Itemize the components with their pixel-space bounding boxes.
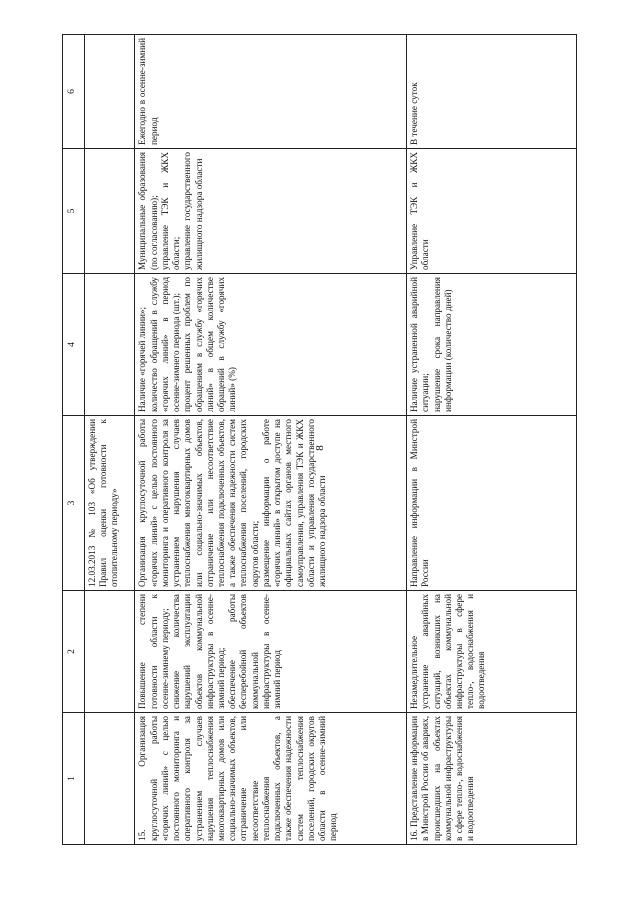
- table-row: [135, 35, 407, 845]
- column-header: 3: [63, 416, 85, 591]
- table-cell: [84, 713, 135, 845]
- cell-text: Организация круглосуточной работы «горячих линий» с целью постоянного мониторинга и оперативного контроля за устранением нарушения случаев теплоснабжения многоквартирных домов или социально-значимых объектов, отграничение или несоответствие теплоснабжения подключенных объектов, а также обеспечения надежности систем теплоснабжения поселений, городских округов области; размещение информации о работе «горячих линий» в открытом доступе на официальных сайтах органов местного самоуправления, управления ТЭК и ЖКХ области и управления государственного жилищного надзора области: [137, 419, 327, 587]
- table-cell: [84, 591, 135, 713]
- table-cell: [84, 149, 135, 274]
- table-cell: [135, 416, 407, 591]
- measures-table: [62, 34, 577, 845]
- column-header: 6: [63, 35, 85, 149]
- cell-text: Повышение степени готовности области к осенне-зимнему периоду; снижение количества нарушений эксплуатации объектов коммунальной инфраструктуры в осенне-зимний период; обеспечение работы бесперебойной объектов коммунальной инфраструктуры в осенне-зимний период: [137, 594, 283, 709]
- table-cell: [135, 591, 407, 713]
- cell-text: В течение суток: [409, 82, 420, 145]
- table-cell: [407, 591, 577, 713]
- column-header: 4: [63, 274, 85, 416]
- cell-text: Направление информации в Минстрой России: [409, 419, 431, 587]
- header-row: [63, 35, 85, 845]
- column-header: 2: [63, 591, 85, 713]
- cell-text: Незамедлительное устранение аварийных ситуаций, возникших на объектах коммунальной инфраструктуры в сфере тепло-, водоснабжения и водоотведения: [409, 594, 487, 709]
- table-cell: [407, 149, 577, 274]
- page-number: 8: [314, 445, 326, 451]
- table-cell: [84, 35, 135, 149]
- cell-text: 16. Представление информации в Минстрой России об авариях, происшедших на объектах коммунальной инфраструктуры в сфере тепло-, водоснабжения и водоотведения: [409, 716, 476, 841]
- cell-text: Муниципальные образования (по согласованию); управление ТЭК и ЖКХ области; управление государственного жилищного надзора области: [137, 152, 204, 270]
- table-cell: [84, 416, 135, 591]
- table-cell: [135, 149, 407, 274]
- cell-text: Наличие «горячей линии»; количество обращений в службу «горячих линий» в период осенне-зимнего периода (шт.); процент решенных проблем по обращениям в службу «горячих линий» в общем количестве обращений в службу «горячих линий» (%): [137, 277, 238, 412]
- table-cell: [135, 274, 407, 416]
- cell-text: Управление ТЭК и ЖКХ области: [409, 152, 431, 270]
- table-cell: [407, 35, 577, 149]
- column-header: 1: [63, 713, 85, 845]
- cell-text: Наличие устраненной аварийной ситуации; нарушение срока направления информации (количество дней): [409, 277, 453, 412]
- table-cell: [407, 713, 577, 845]
- column-header: 5: [63, 149, 85, 274]
- cell-text: 15. Организация круглосуточной работы «горячих линий» с целью постоянного мониторинга и оперативного контроля за устранением случаев нарушения теплоснабжения многоквартирных домов или социально-значимых объектов, отграничение или несоответствие теплоснабжения подключенных объектов, а также обеспечения надежности систем теплоснабжения поселений, городских округов области в осенне-зимний период: [137, 716, 339, 841]
- table-cell: [407, 274, 577, 416]
- cell-text: 12.03.2013 № 103 «Об утверждении Правил оценки готовности к отопительному периоду»: [86, 419, 119, 587]
- table-cell: [407, 416, 577, 591]
- table-cell: [84, 274, 135, 416]
- table-row: [407, 35, 577, 845]
- table-cell: [135, 35, 407, 149]
- table-cell: [135, 713, 407, 845]
- cell-text: Ежегодно в осенне-зимний период: [137, 38, 159, 145]
- continued-row: [84, 35, 135, 845]
- rotated-page-content: [62, 35, 577, 845]
